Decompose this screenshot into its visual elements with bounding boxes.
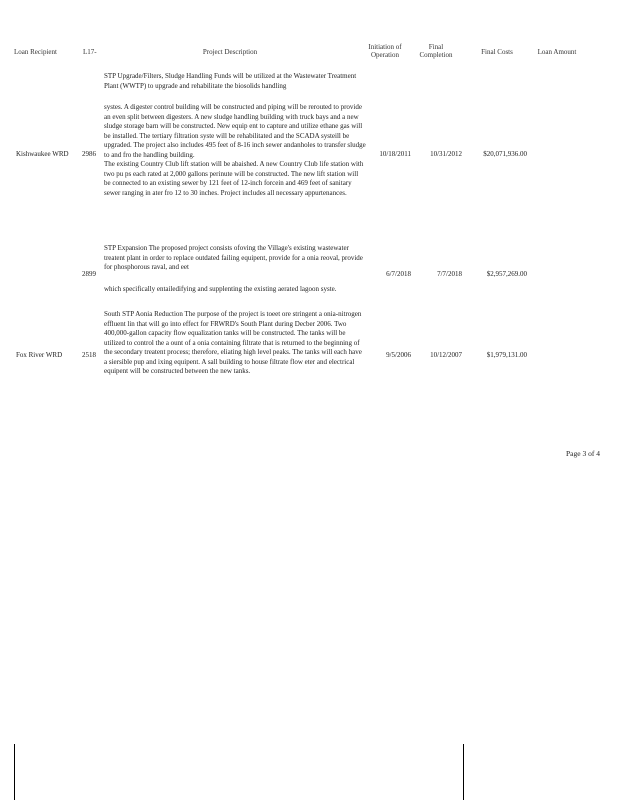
row3-loan-number: 2518 (82, 351, 96, 359)
row1-loan-number: 2986 (82, 150, 96, 158)
row1-recipient: Kishwaukee WRD (16, 150, 69, 158)
row2-completion-date: 7/7/2018 (437, 270, 462, 278)
header-project-description: Project Description (202, 48, 258, 56)
row2-description-part-a: STP Expansion The proposed project consists ofoving the Village's existing wastewater treatent plant in order to replace outdated failing equipent, provide for a onia reoval, provide for phosphorous raval, and eet (104, 244, 363, 271)
row3-completion-date: 10/12/2007 (430, 351, 462, 359)
header-loan-amount: Loan Amount (537, 48, 577, 56)
row2-initiation-date: 6/7/2018 (386, 270, 411, 278)
row1-description-part-b: systes. A digester control building will be constructed and piping will be rerouted to provide an even split between digesters. A new sludge handling building with truck bays and a new sludge storage barn will be constructed. New equip ent to capture and utilize ethane gas will be installed. The tertiary filtration syste will be rehabilitated and the SCADA systeill be upgraded. The project also includes 495 feet of 8-16 inch sewer andanholes to transfer sludge to and fro the handling building. (104, 103, 366, 159)
row3-recipient: Fox River WRD (16, 351, 63, 359)
row2-description-part-b: which specifically entailedifying and supplenting the existing aerated lagoon syste. (104, 284, 337, 293)
header-final-costs: Final Costs (481, 48, 513, 56)
header-initiation (362, 43, 408, 59)
header-initiation-line2: Operation (371, 51, 399, 59)
right-border-line (463, 744, 464, 800)
row3-final-cost: $1,979,131.00 (486, 351, 527, 359)
header-final-line1: Final (428, 43, 444, 51)
row1-description-part-a: STP Upgrade/Filters, Sludge Handling Funds will be utilized at the Wastewater Treatment Plant (WWTP) to upgrade and rehabilitate the biosolids handling (104, 72, 357, 90)
row3-description-part-a: South STP Aonia Reduction The purpose of the project is toeet ore stringent a onia-nitrogen effluent lin that will go into effect for FRWRD's South Plant during Decber 2006. Two 400,000-gallon capacity flow equalization tanks will be constructed. The tanks will be utilized to control the a ount of a onia containing filtrate that is returned to the beginning of the secondary treatent process; therefore, eliating high level peaks. The tanks will each have a siersible pup and ixing equipent. A sall building to house filtrate flow eter and electrical equipent will be constructed between the new tanks. (104, 310, 362, 375)
row2-description (104, 244, 366, 294)
header-loan-recipient: Loan Recipient (14, 48, 57, 56)
row1-description-part-c: The existing Country Club lift station will be abaished. A new Country Club life station with two pu ps each rated at 2,000 gallons perinute will be constructed. The new lift station will be connected to an existing sewer by 121 feet of 12-inch forcein and 469 feet of sanitary sewer ranging in ater fro 12 to 30 inches. Project includes all necessary appurtenances. (104, 160, 364, 197)
row2-loan-number: 2899 (82, 270, 96, 278)
row3-initiation-date: 9/5/2006 (386, 351, 411, 359)
row2-final-cost: $2,957,269.00 (486, 270, 527, 278)
row1-description (104, 72, 366, 198)
row1-initiation-date: 10/18/2011 (379, 150, 411, 158)
page-number: Page 3 of 4 (566, 449, 600, 458)
left-border-line (14, 744, 15, 800)
row1-final-cost: $20,071,936.00 (483, 150, 527, 158)
header-initiation-line1: Initiation of (368, 43, 402, 51)
header-final-completion (413, 43, 459, 59)
header-final-line2: Completion (419, 51, 453, 59)
row3-description (104, 310, 366, 377)
row1-completion-date: 10/31/2012 (430, 150, 462, 158)
header-loan-number: L17- (83, 48, 97, 56)
